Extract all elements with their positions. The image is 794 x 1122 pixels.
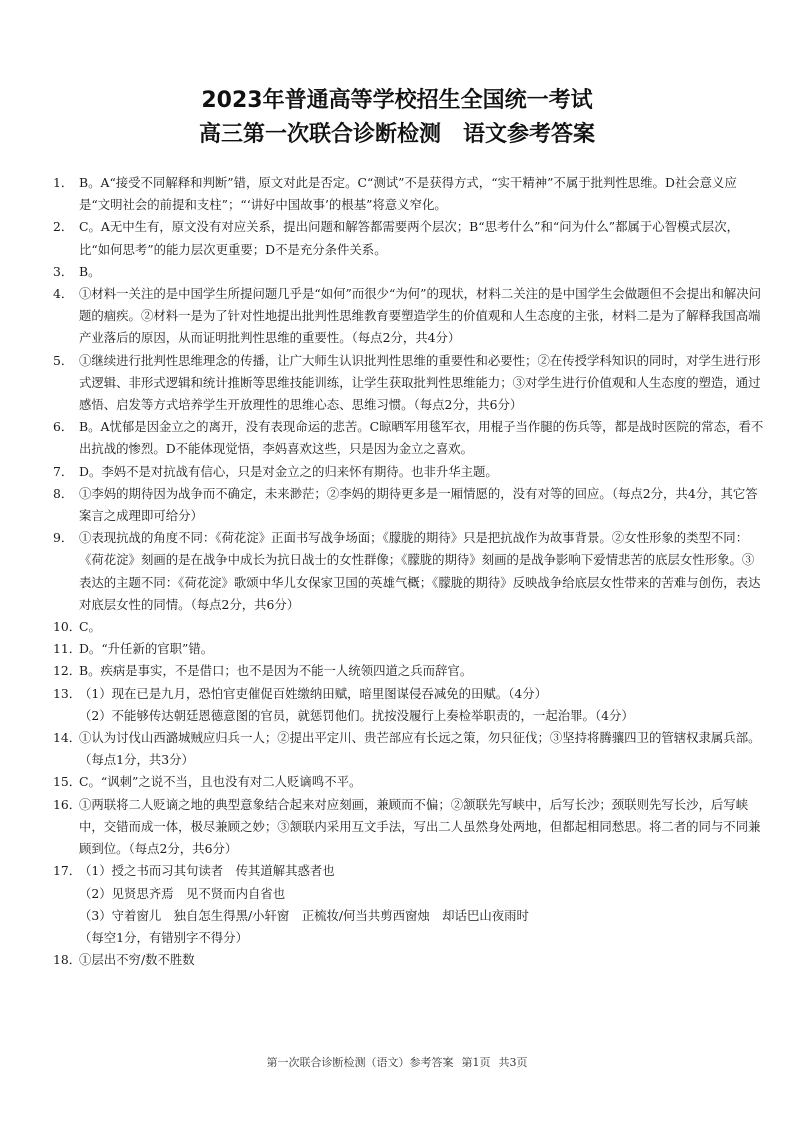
answer-item [53,727,765,771]
answer-item [53,216,765,260]
exam-subtitle-main: 高三第一次联合诊断检测 [198,122,441,147]
answer-item [53,483,765,527]
answer-text: ①李妈的期待因为战争而不确定，未来渺茫；②李妈的期待更多是一厢情愿的，没有对等的回应。（每点2分，共4分，其它答案言之成理即可给分） [79,485,758,524]
exam-title: 2023年普通高等学校招生全国统一考试 [201,88,593,113]
answer-number: 17． [53,863,82,879]
answer-subline: （3）守着窗儿 独自怎生得黑/小轩窗 正梳妆/何当共剪西窗烛 却话巴山夜雨时 [79,907,529,923]
answer-text: D。李妈不是对抗战有信心，只是对金立之的归来怀有期待。也非升华主题。 [79,463,498,479]
answer-text: B。疾病是事实，不是借口；也不是因为不能一人统领四道之兵而辞官。 [79,663,473,679]
answer-text: ①材料一关注的是中国学生所提问题几乎是“如何”而很少“为何”的现状，材料二关注的是中国学生会做题但不会提出和解决问题的痼疾。②材料一是为了针对性地提出批判性思维教育要塑造学生的价值观和人生态度的主张，材料二是为了解释我国高端产业落后的原因，从而证明批判性思维的重要性。（每点2分，共4分） [79,286,762,346]
answer-text: ①继续进行批判性思维理念的传播，让广大师生认识批判性思维的重要性和必要性；②在传授学科知识的同时，对学生进行形式逻辑、非形式逻辑和统计推断等思维技能训练，让学生获取批判性思维能力；③对学生进行价值观和人生态度的塑造，通过感悟、启发等方式培养学生开放理性的思维心态、思维习惯。（每点2分，共6分） [79,352,761,413]
answer-item [53,860,765,949]
answer-text: C。A无中生有，原文没有对应关系，提出问题和解答都需要两个层次；B“思考什么”和“问为什么”都属于心智模式层次，比“如何思考”的能力层次更重要；D不是充分条件关系。 [79,219,740,257]
answer-number: 16． [53,796,82,812]
answer-item [53,461,765,483]
answer-number: 7． [53,463,74,479]
answer-item [53,350,765,417]
answer-text: （1）授之书而习其句读者 传其道解其惑者也 [79,863,335,879]
answer-item [53,261,765,283]
answer-subline: （每空1分，有错别字不得分） [79,929,248,945]
footer-doc-name: 第一次联合诊断检测（语文）参考答案 [266,1056,454,1069]
answer-number: 6． [53,419,74,435]
answer-item [53,638,765,660]
answer-item [53,949,765,971]
answer-number: 10． [53,619,82,635]
footer-page-number: 第1页 [461,1056,491,1069]
answer-item [53,771,765,793]
answer-number: 5． [53,352,74,368]
answer-item [53,683,765,727]
answer-item [53,660,765,682]
answer-item [53,172,765,216]
answer-number: 15． [53,774,82,790]
answer-text: （1）现在已是九月，恐怕官吏催促百姓缴纳田赋，暗里图谋侵吞减免的田赋。（4分） [79,685,548,701]
answer-text: B。A忧郁是因金立之的离开，没有表现命运的悲苦。C晾晒军用毯军衣，用棍子当作腿的伤兵等，都是战时医院的常态，看不出抗战的惨烈。D不能体现觉悟，李妈喜欢这些，只是因为金立之喜欢。 [79,419,764,457]
answer-list [53,172,765,971]
footer-page-total: 共3页 [498,1056,528,1069]
answer-number: 9． [53,530,74,546]
exam-subtitle-subject: 语文参考答案 [463,122,596,147]
answer-number: 1． [53,175,74,190]
answer-text: B。 [79,263,101,279]
answer-subline: （2）不能够传达朝廷恩德意图的官员，就惩罚他们。扰按没履行上奏检举职责的，一起治罪。（4分） [79,707,634,723]
answer-number: 8． [53,485,74,501]
answer-text: C。 [79,619,101,635]
answer-text: ①表现抗战的角度不同：《荷花淀》正面书写战争场面；《朦胧的期待》只是把抗战作为故事背景。②女性形象的类型不同：《荷花淀》刻画的是在战争中成长为抗日战士的女性群像；《朦胧的期待》刻画的是战争影响下爱情悲苦的底层女性形象。③表达的主题不同：《荷花淀》歌颂中华儿女保家卫国的英雄气概；《朦胧的期待》反映战争给底层女性带来的苦难与创伤，表达对底层女性的同情。（每点2分，共6分） [79,530,761,612]
answer-item [53,616,765,638]
answer-number: 13． [53,685,82,701]
page-footer [0,1054,794,1070]
answer-number: 3． [53,263,74,279]
answer-text: ①认为讨伐山西潞城贼应归兵一人；②提出平定川、贵芒部应有长远之策，勿只征伐；③坚持将腾骧四卫的管辖权隶属兵部。（每点1分，共3分） [79,730,761,768]
answer-text: B。A“接受不同解释和判断”错，原文对此是否定。C“测试”不是获得方式，“实干精神”不属于批判性思维。D社会意义应是“文明社会的前提和支柱”；“‘讲好中国故事’的根基”将意义窄化。 [79,175,737,213]
answer-number: 2． [53,219,74,235]
answer-number: 4． [53,286,74,302]
answer-number: 14． [53,730,82,746]
answer-item [53,794,765,861]
answer-text: ①两联将二人贬谪之地的典型意象结合起来对应刻画，兼顾而不偏；②颔联先写峡中，后写长沙；颈联则先写长沙，后写峡中，交错而成一体，极尽兼顾之妙；③颔联内采用互文手法，写出二人虽然身处两地，但都起相同愁思。将二者的同与不同兼顾到位。（每点2分，共6分） [79,796,761,857]
exam-subtitle [0,118,794,152]
answer-text: C。“讽刺”之说不当，且也没有对二人贬谪鸣不平。 [79,774,362,790]
answer-text: ①层出不穷/数不胜数 [79,952,195,968]
answer-number: 18． [53,952,82,968]
answer-subline: （2）见贤思齐焉 见不贤而内自省也 [79,885,286,901]
answer-item [53,283,765,350]
answer-item [53,416,765,460]
answer-number: 12． [53,663,82,679]
answer-text: D。“升任新的官职”错。 [79,641,214,657]
answer-number: 11． [53,641,82,657]
answer-item [53,527,765,616]
